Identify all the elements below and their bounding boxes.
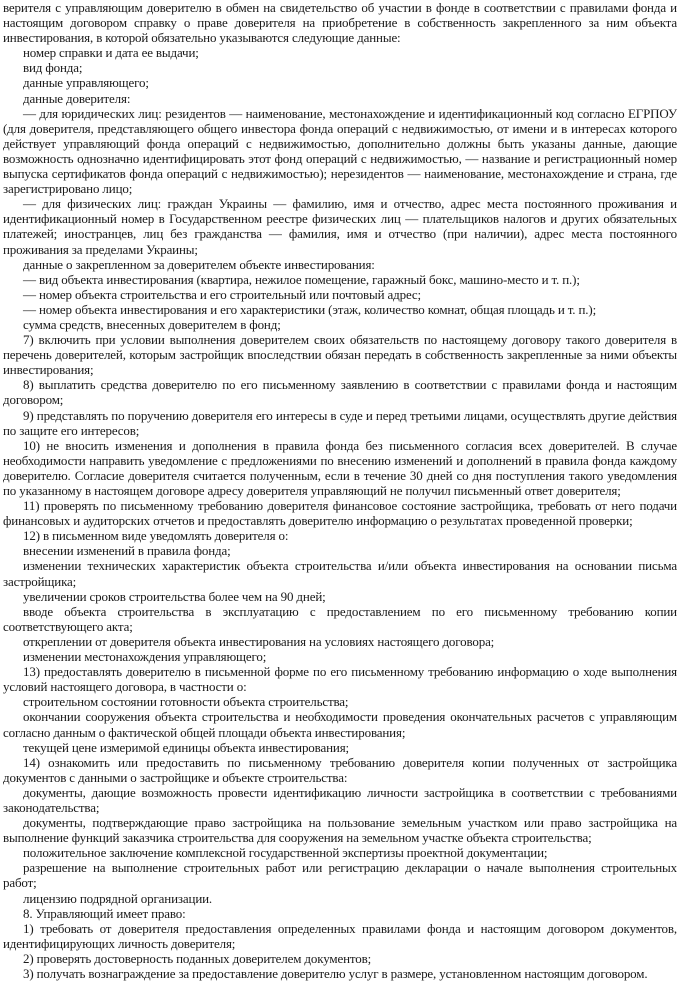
list-item-object-number: — номер объекта инвестирования и его характеристики (этаж, количество комнат, общая площадь и т. п.); [23, 301, 597, 317]
clause-12-item-detachment: откреплении от доверителя объекта инвестирования на условиях настоящего договора; [23, 633, 495, 649]
list-item-object-type: — вид объекта инвестирования (квартира, нежилое помещение, гаражный бокс, машино-место и т. п.); [23, 271, 580, 287]
clause-8: 8) выплатить средства доверителю по его письменному заявлению в соответствии с правилами фонда и настоящим договором; [3, 377, 677, 408]
list-item-individuals: — для физических лиц: граждан Украины — фамилию, имя и отчество, адрес места постоянного проживания и идентификационный номер в Государственном реестре физических лиц — плательщиков налогов и других обязательных платежей; иностранцев, лиц без гражданства — фамилия, имя и отчество (при наличии), адрес места постоянного проживания за пределами Украины; [3, 196, 677, 257]
clause-13-item-readiness: строительном состоянии готовности объекта строительства; [23, 694, 349, 710]
clause-12-item-commissioning: вводе объекта строительства в эксплуатацию с предоставлением по его письменному требованию копии соответствующего акта; [3, 603, 677, 634]
list-item-certificate-number: номер справки и дата ее выдачи; [23, 45, 199, 61]
clause-13: 13) предоставлять доверителю в письменной форме по его письменному требованию информацию о ходе выполнения условий настоящего договора, в частности о: [3, 664, 677, 695]
clause-12-item-location: изменении местонахождения управляющего; [23, 649, 267, 665]
list-item-object-data: данные о закрепленном за доверителем объекте инвестирования: [23, 256, 375, 272]
clause-11: 11) проверять по письменному требованию доверителя финансовое состояние застройщика, требовать от него подачи финансовых и аудиторских отчетов и предоставлять доверителю информацию о результатах проведенной проверки; [3, 498, 677, 529]
list-item-legal-entities: — для юридических лиц: резидентов — наименование, местонахождение и идентификационный код согласно ЕГРПОУ (для доверителя, представляющего общего инвестора фонда операций с недвижимостью, от имени и в интересах которого действует управляющий фонда операций с недвижимостью, дополнительно должны быть указаны данные, дающие возможность однозначно идентифицировать этот фонд операций с недвижимостью, — название и регистрационный номер выпуска сертификатов фонда операций с недвижимостью); нерезидентов — наименование, местонахождение и страна, где зарегистрировано лицо; [3, 105, 677, 197]
clause-13-item-completion: окончании сооружения объекта строительства и необходимости проведения окончательных расчетов с управляющим согласно данным о фактической общей площади объекта инвестирования; [3, 709, 677, 740]
section-8-right-1: 1) требовать от доверителя предоставления определенных правилами фонда и настоящим договором документов, идентифицирующих личность доверителя; [3, 920, 677, 951]
list-item-funds-sum: сумма средств, внесенных доверителем в фонд; [23, 316, 281, 332]
clause-14-item-license: лицензию подрядной организации. [23, 890, 213, 906]
clause-14-item-land-rights: документы, подтверждающие право застройщика на пользование земельным участком или право застройщика на выполнение функций заказчика строительства для сооружения на земельном участке объекта строительства; [3, 815, 677, 846]
list-item-trustor-data: данные доверителя: [23, 90, 131, 106]
clause-13-item-price: текущей цене измеримой единицы объекта инвестирования; [23, 739, 350, 755]
clause-14-item-expertise: положительное заключение комплексной государственной экспертизы проектной документации; [23, 845, 548, 861]
clause-9: 9) представлять по поручению доверителя его интересы в суде и перед третьими лицами, осуществлять другие действия по защите его интересов; [3, 407, 677, 438]
section-8-right-3: 3) получать вознаграждение за предоставление доверителю услуг в размере, установленном настоящим договором. [23, 966, 648, 981]
list-item-fund-type: вид фонда; [23, 60, 83, 76]
clause-14-item-identification: документы, дающие возможность провести идентификацию личности застройщика в соответствии с требованиями законодательства; [3, 784, 677, 815]
clause-10: 10) не вносить изменения и дополнения в правила фонда без письменного согласия всех доверителей. В случае необходимости направить уведомление с предложениями по внесению изменений и дополнений в правила фонда каждому доверителю. Согласие доверителя считается полученным, если в течение 30 дней со дня поступления такого уведомления по указанному в настоящем договоре адресу доверителя управляющий не получил письменный ответ доверителя; [3, 437, 677, 498]
clause-7: 7) включить при условии выполнения доверителем своих обязательств по настоящему договору такого доверителя в перечень доверителей, которым застройщик впоследствии обязан передать в собственность закрепленные за ними объекты инвестирования; [3, 332, 677, 378]
section-8-right-2: 2) проверять достоверность поданных доверителем документов; [23, 950, 372, 966]
clause-12: 12) в письменном виде уведомлять доверителя о: [23, 528, 289, 544]
list-item-construction-number: — номер объекта строительства и его строительный или почтовый адрес; [23, 286, 421, 302]
section-8-heading: 8. Управляющий имеет право: [23, 905, 186, 921]
clause-12-item-specs: изменении технических характеристик объекта строительства и/или объекта инвестирования на основании письма застройщика; [3, 558, 677, 589]
clause-12-item-rules: внесении изменений в правила фонда; [23, 543, 231, 559]
clause-14: 14) ознакомить или предоставить по письменному требованию доверителя копии полученных от застройщика документов с данными о застройщике и объекте строительства: [3, 754, 677, 785]
clause-12-item-terms: увеличении сроков строительства более чем на 90 дней; [23, 588, 326, 604]
clause-14-item-permit: разрешение на выполнение строительных работ или регистрацию декларации о начале выполнения строительных работ; [3, 860, 677, 891]
paragraph-intro: верителя с управляющим доверителю в обмен на свидетельство об участии в фонде в соответствии с правилами фонда и настоящим договором справку о праве доверителя на приобретение в собственность закрепленного за ним объекта инвестирования, в которой обязательно указываются следующие данные: [3, 0, 677, 46]
list-item-manager-data: данные управляющего; [23, 75, 149, 91]
